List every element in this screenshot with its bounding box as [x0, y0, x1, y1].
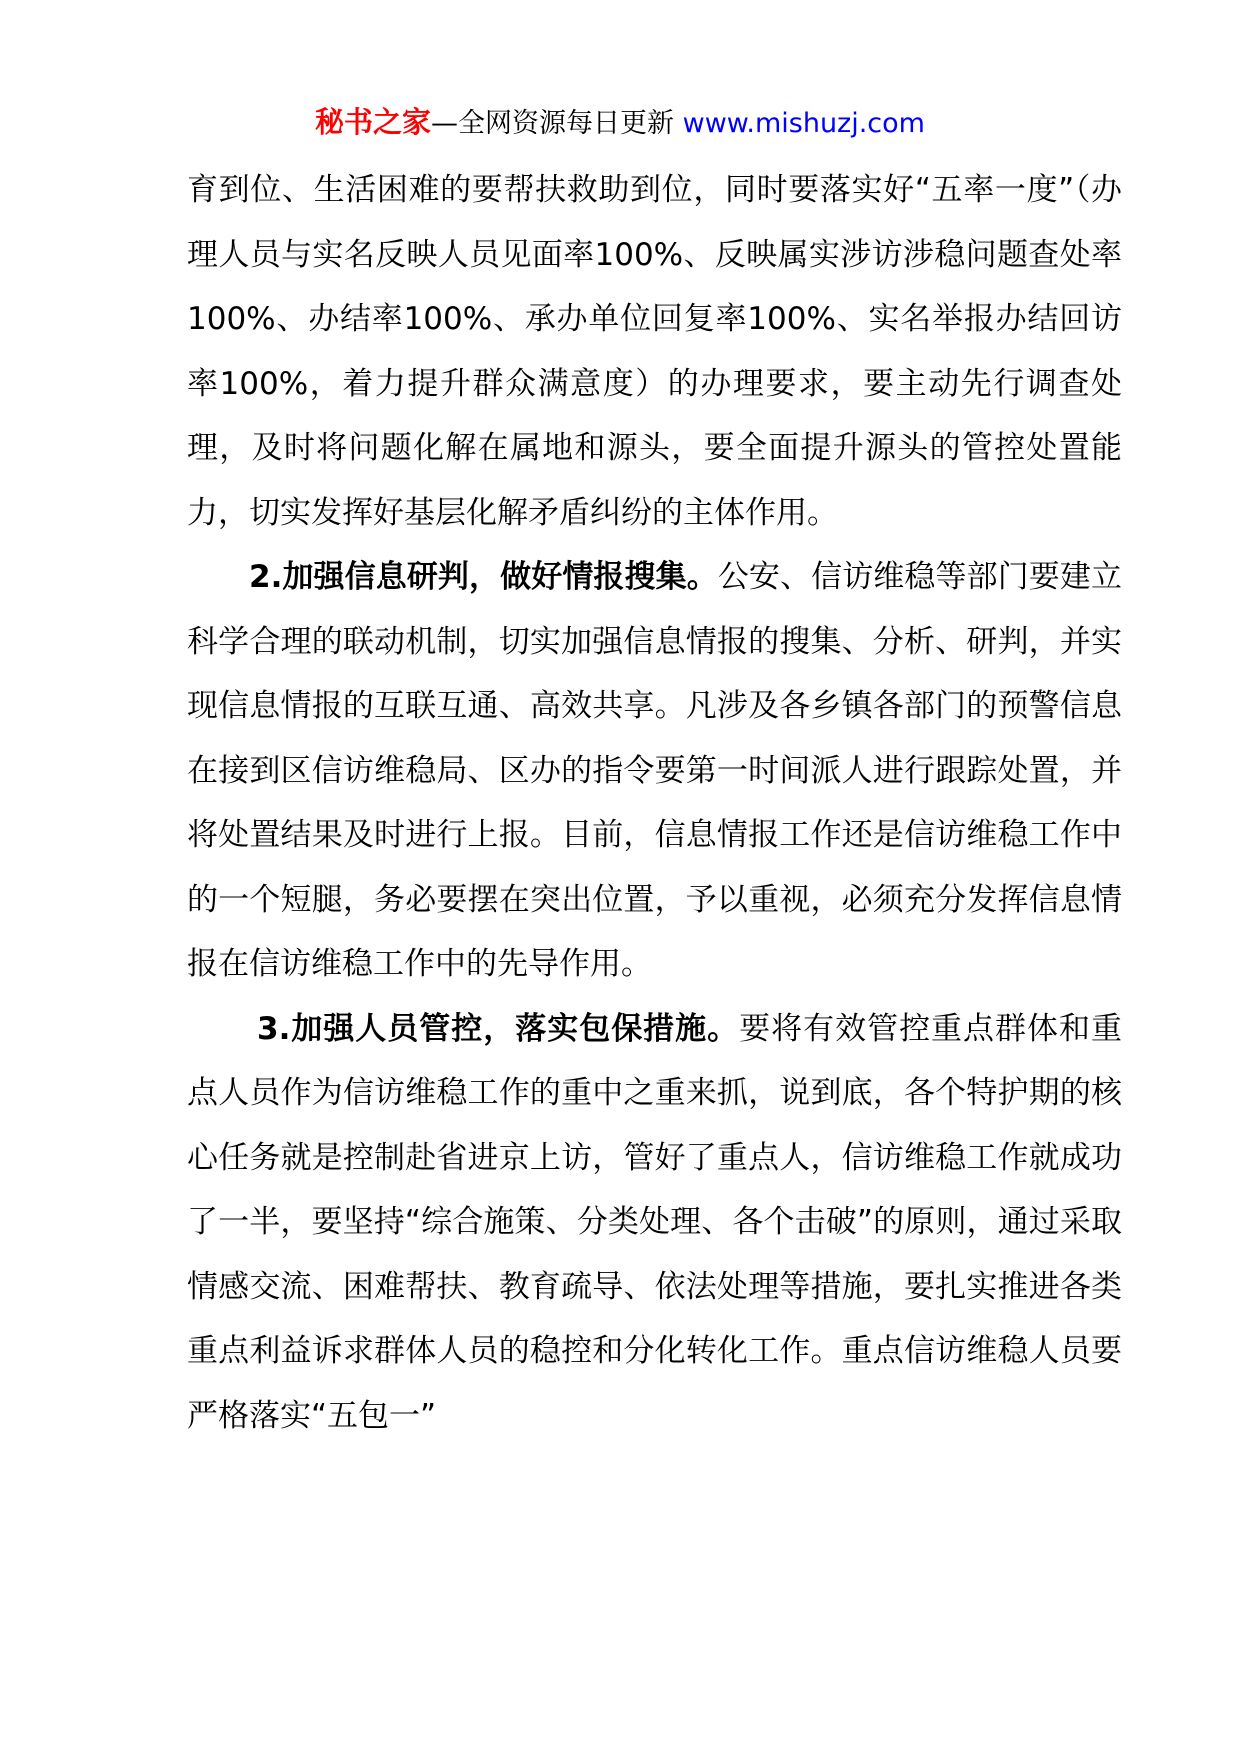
paragraph-text: 公安、信访维稳等部门要建立科学合理的联动机制，切实加强信息情报的搜集、分析、研判，并实现信息情报的互联互通、高效共享。凡涉及各乡镇各部门的预警信息在接到区信访维稳局、区办的指令要第一时间派人进行跟踪处置，并将处置结果及时进行上报。目前，信息情报工作还是信访维稳工作中的一个短腿，务必要摆在突出位置，予以重视，必须充分发挥信息情报在信访维稳工作中的先导作用。	[187, 559, 1122, 982]
paragraph-heading: 3.加强人员管控，落实包保措施。	[257, 1010, 740, 1047]
paragraph-personnel-control	[187, 997, 1122, 1449]
site-url-link[interactable]: www.mishuzj.com	[682, 108, 925, 139]
site-header	[0, 102, 1240, 144]
paragraph-text: 要将有效管控重点群体和重点人员作为信访维稳工作的重中之重来抓，说到底，各个特护期的核心任务就是控制赴省进京上访，管好了重点人，信访维稳工作就成功了一半，要坚持“综合施策、分类处理、各个击破”的原则，通过采取情感交流、困难帮扶、教育疏导、依法处理等措施，要扎实推进各类重点利益诉求群体人员的稳控和分化转化工作。重点信访维稳人员要严格落实“五包一”	[187, 1010, 1122, 1434]
header-slogan: —全网资源每日更新	[431, 108, 683, 139]
paragraph-continued	[187, 158, 1122, 545]
brand-name: 秘书之家	[315, 105, 432, 139]
paragraph-text: 育到位、生活困难的要帮扶救助到位，同时要落实好“五率一度”（办理人员与实名反映人员见面率100%、反映属实涉访涉稳问题查处率100%、办结率100%、承办单位回复率100%、实名举报办结回访率100%，着力提升群众满意度）的办理要求，要主动先行调查处理，及时将问题化解在属地和源头，要全面提升源头的管控处置能力，切实发挥好基层化解矛盾纠纷的主体作用。	[187, 172, 1122, 531]
paragraph-info-analysis	[187, 545, 1122, 997]
document-body	[187, 158, 1122, 1448]
paragraph-heading: 2.加强信息研判，做好情报搜集。	[249, 559, 718, 595]
